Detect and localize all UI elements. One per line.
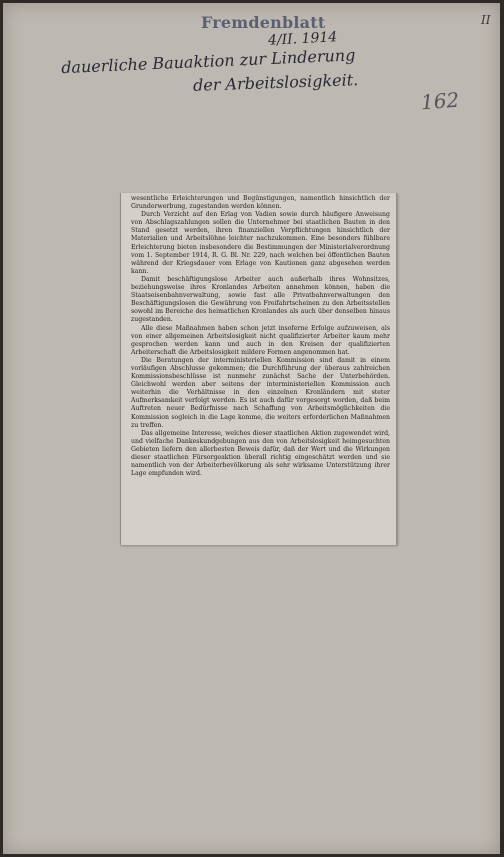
clipping-paragraph: Durch Verzicht auf den Erlag von Vadien sowie durch häufigere Anweisung von Abschlagszahlungen sollen die Unternehmer bei staatlichen Bauten in den Stand gesetzt werden, ihren finanziellen Verpflichtungen hinsichtlich der Materialien und Arbeitslöhne leichter nachzukommen. Eine besonders fühlbare Erleichterung bieten insbesondere die Bestimmungen der Ministerialverordnung vom 1. September 1914, R. G. Bl. Nr. 229, nach welchen bei öffentlichen Bauten während der Kriegsdauer vom Erlage von Kautionen ganz abgesehen werden kann. (131, 211, 390, 275)
sheet-number: II (481, 13, 491, 27)
handwritten-title-line2: der Arbeitslosigkeit. (192, 70, 359, 95)
handwritten-date: 4/II. 1914 (267, 29, 338, 49)
newspaper-stamp: Fremdenblatt (201, 13, 326, 32)
clipping-paragraph: Damit beschäftigungslose Arbeiter auch außerhalb ihres Wohnsitzes, beziehungsweise ihres Kronlandes Arbeiten annehmen können, haben die Staatseisenbahnverwaltung, sowie fast alle Privatbahnverwaltungen den Beschäftigungslosen die Gewährung von Freifahrtscheinen zu den Arbeitsstellen sowohl im Bereiche des heimatlichen Kronlandes als auch über denselben hinaus zugestanden. (131, 275, 390, 324)
page-number: 162 (420, 87, 460, 115)
clipping-paragraph: Alle diese Maßnahmen haben schon jetzt insoferne Erfolge aufzuweisen, als von einer allgemeinen Arbeitslosigkeit nicht qualifizierter Arbeiter kaum mehr gesprochen werden kann und auch in den Kreisen der qualifizierten Arbeiterschaft die Arbeitslosigkeit mildere Formen angenommen hat. (131, 324, 390, 356)
newspaper-clipping (120, 193, 397, 545)
handwritten-title-line1: dauerliche Bauaktion zur Linderung (60, 45, 356, 78)
clipping-text (121, 193, 396, 478)
clipping-paragraph: Das allgemeine Interesse, welches dieser staatlichen Aktion zugewendet wird, und vielfache Dankeskundgebungen aus den von Arbeitslosigkeit heimgesuchten Gebieten liefern den allerbesten Beweis dafür, daß der Wert und die Wirkungen dieser staatlichen Fürsorgeaktion überall richtig eingeschätzt werden und sie namentlich von der Arbeiterbevölkerung als sehr wirksame Unterstützung ihrer Lage empfunden wird. (131, 429, 390, 478)
archive-sheet (3, 3, 500, 854)
clipping-paragraph: wesentliche Erleichterungen und Begünstigungen, namentlich hinsichtlich der Grunderwerbung, zugestanden werden können. (131, 195, 390, 211)
clipping-paragraph: Die Beratungen der interministeriellen Kommission sind damit in einem vorläufigen Abschlusse gekommen; die Durchführung der überaus zahlreichen Kommissionsbeschlüsse ist nunmehr zunächst Sache der Unterbehörden. Gleichwohl werden aber seitens der interministeriellen Kommission auch weiterhin die Verhältnisse in den einzelnen Kronländern mit steter Aufmerksamkeit verfolgt werden. Es ist auch dafür vorgesorgt worden, daß beim Auftreten neuer Bedürfnisse nach Schaffung von Arbeitsmöglichkeiten die Kommission sogleich in die Lage komme, die weiters erforderlichen Maßnahmen zu treffen. (131, 356, 390, 429)
